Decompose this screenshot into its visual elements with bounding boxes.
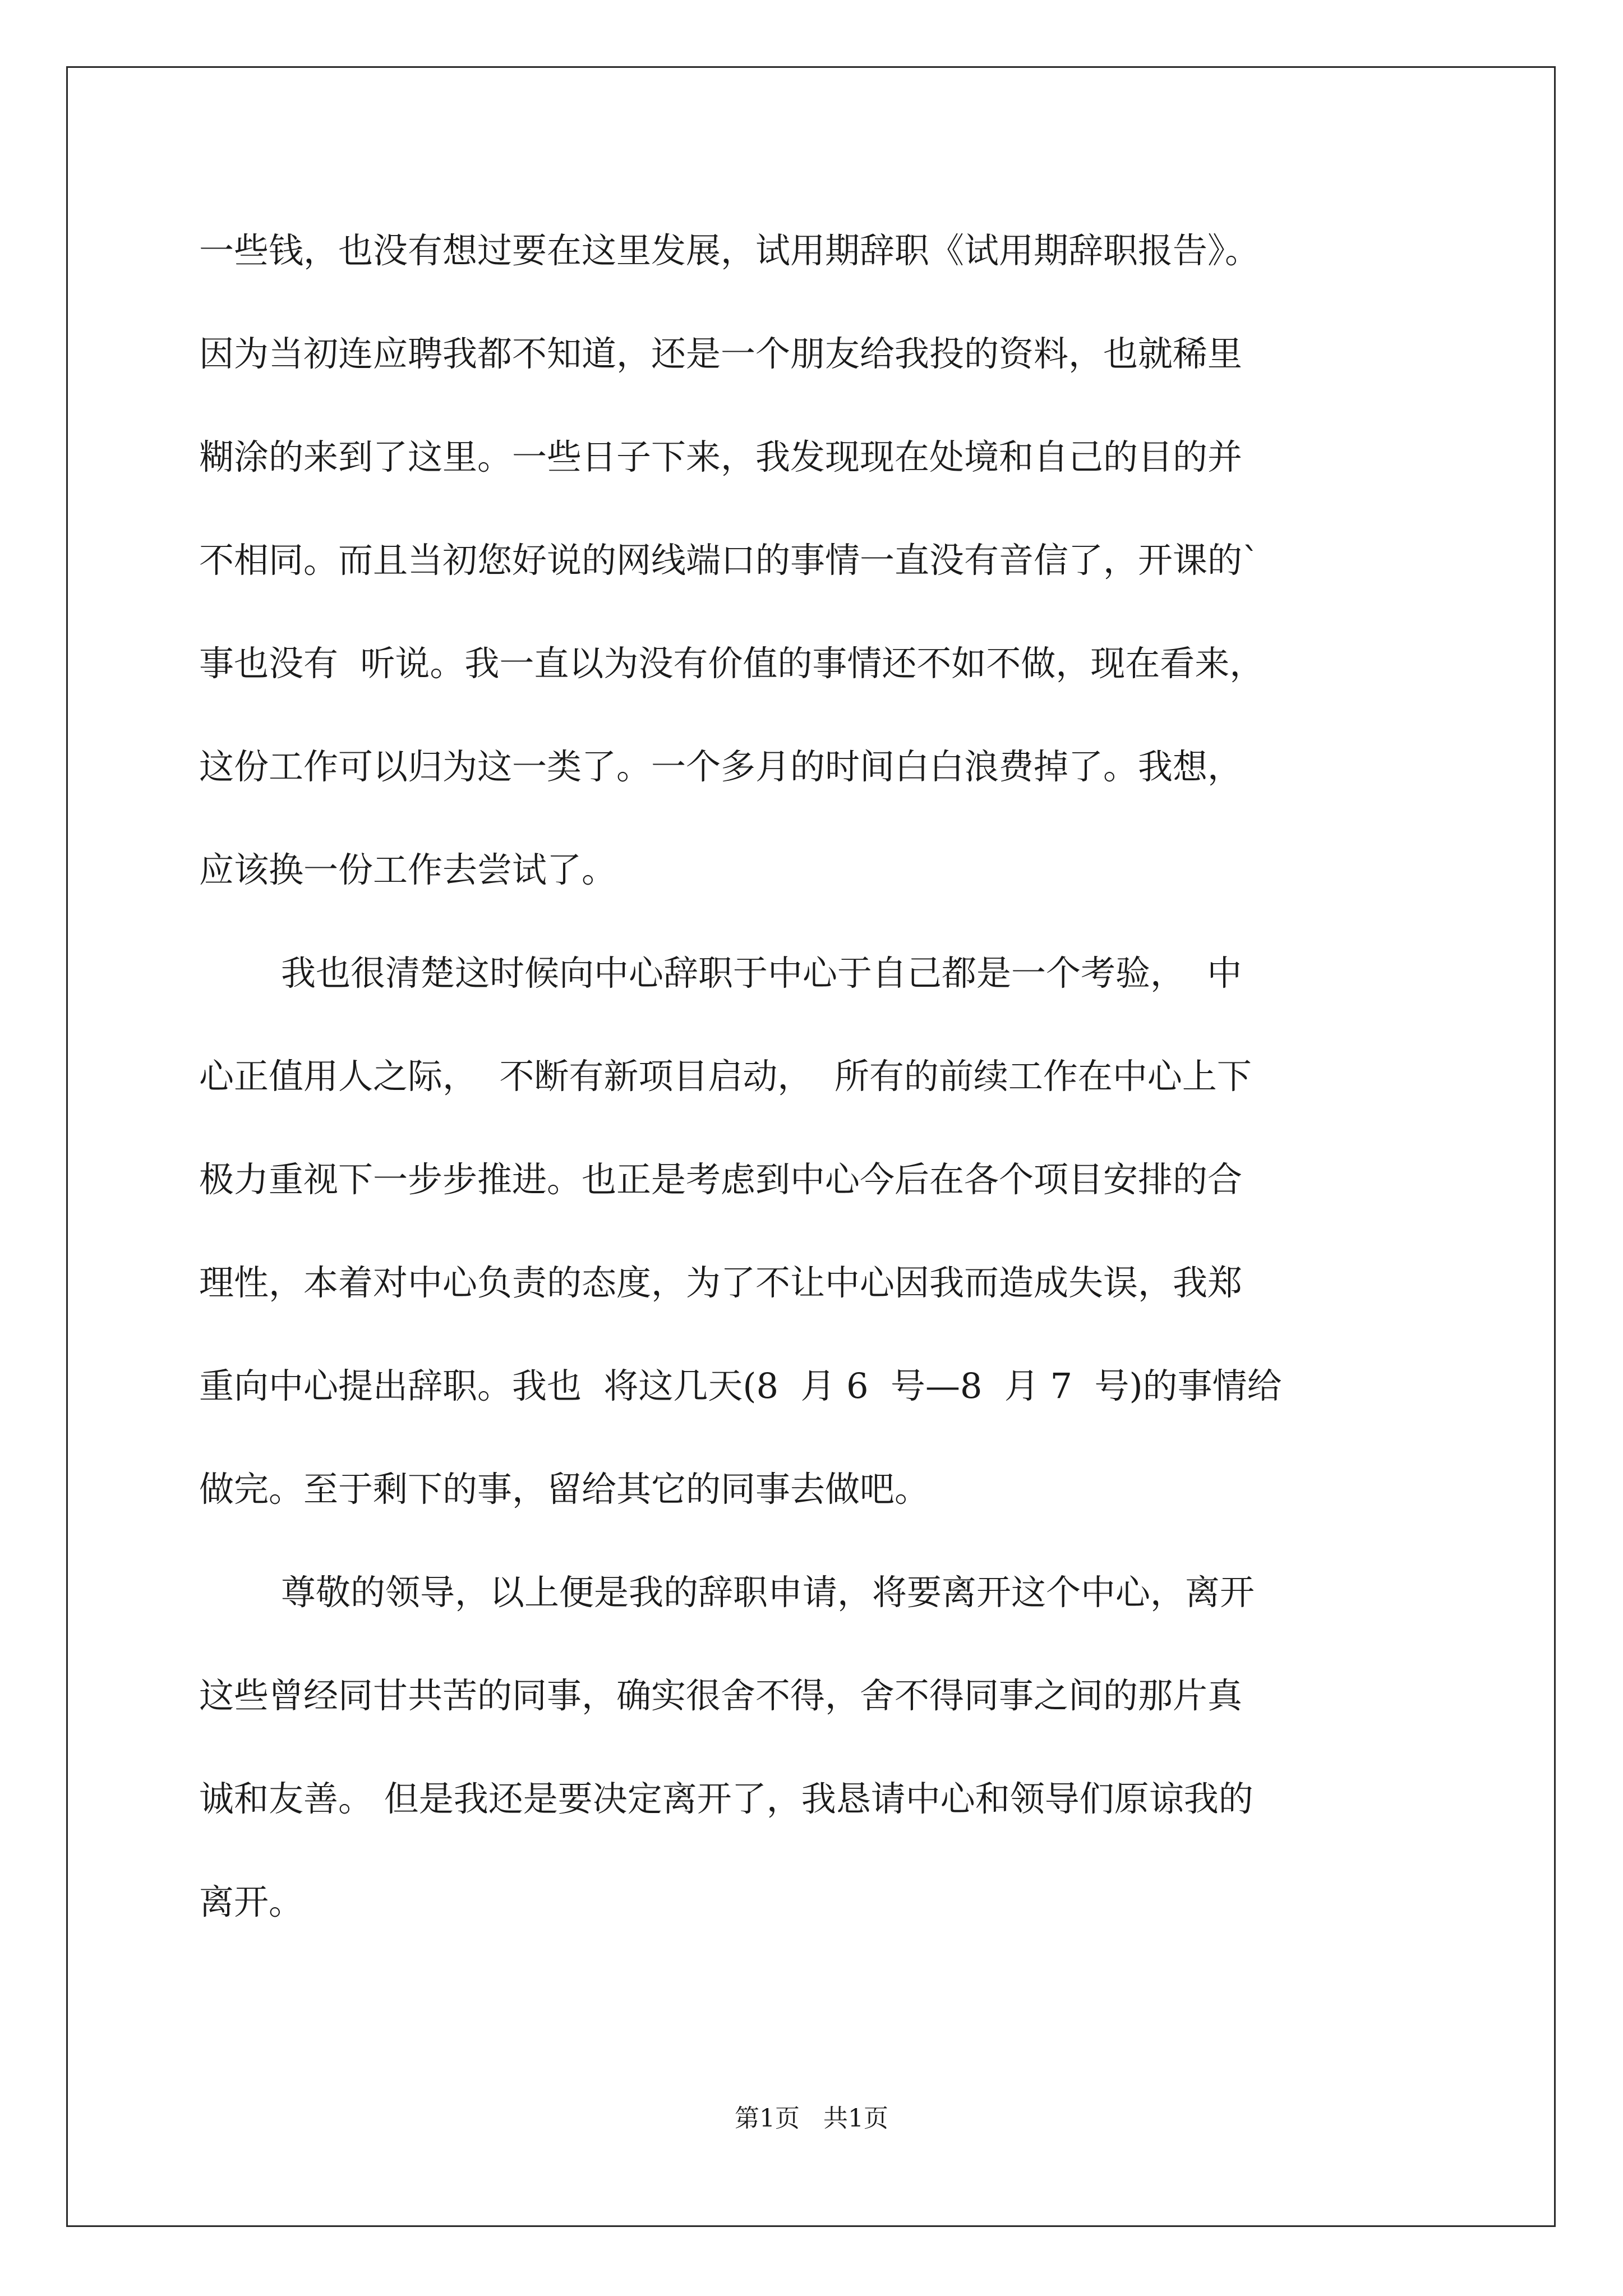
paragraph-1-line-3: 糊涂的来到了这里。一些日子下来，我发现现在处境和自己的目的并 [199, 436, 1243, 477]
paragraph-2-line-6: 做完。至于剩下的事，留给其它的同事去做吧。 [199, 1469, 930, 1510]
paragraph-1-line-7: 应该换一份工作去尝试了。 [199, 849, 617, 890]
paragraph-2-line-3: 极力重视下一步步推进。也正是考虑到中心今后在各个项目安排的合 [199, 1159, 1243, 1200]
paragraph-1-line-1: 一些钱，也没有想过要在这里发展，试用期辞职《试用期辞职报告》。 [199, 230, 1260, 271]
paragraph-3-line-1: 尊敬的领导，以上便是我的辞职申请，将要离开这个中心，离开 [281, 1572, 1255, 1613]
paragraph-2-line-2: 心正值用人之际， 不断有新项目启动， 所有的前续工作在中心上下 [199, 1056, 1252, 1097]
paragraph-2-line-1: 我也很清楚这时候向中心辞职于中心于自己都是一个考验， 中 [281, 953, 1242, 993]
paragraph-3-line-3: 诚和友善。 但是我还是要决定离开了，我恳请中心和领导们原谅我的 [199, 1778, 1253, 1819]
document-body [199, 199, 1438, 1954]
paragraph-1-line-5: 事也没有 听说。我一直以为没有价值的事情还不如不做，现在看来， [199, 643, 1265, 684]
paragraph-1-line-2: 因为当初连应聘我都不知道，还是一个朋友给我投的资料，也就稀里 [199, 333, 1243, 374]
paragraph-2-line-5: 重向中心提出辞职。我也 将这几天(8 月 6 号—8 月 7 号)的事情给 [199, 1365, 1282, 1406]
page-number-footer: 第1页 共1页 [735, 2104, 888, 2133]
paragraph-1-line-4: 不相同。而且当初您好说的网线端口的事情一直没有音信了，开课的` [199, 540, 1260, 581]
paragraph-2-line-4: 理性，本着对中心负责的态度，为了不让中心因我而造成失误，我郑 [199, 1262, 1243, 1303]
paragraph-1-line-6: 这份工作可以归为这一类了。一个多月的时间白白浪费掉了。我想， [199, 746, 1243, 787]
paragraph-3-line-4: 离开。 [199, 1881, 304, 1922]
paragraph-3-line-2: 这些曾经同甘共苦的同事，确实很舍不得，舍不得同事之间的那片真 [199, 1675, 1243, 1716]
